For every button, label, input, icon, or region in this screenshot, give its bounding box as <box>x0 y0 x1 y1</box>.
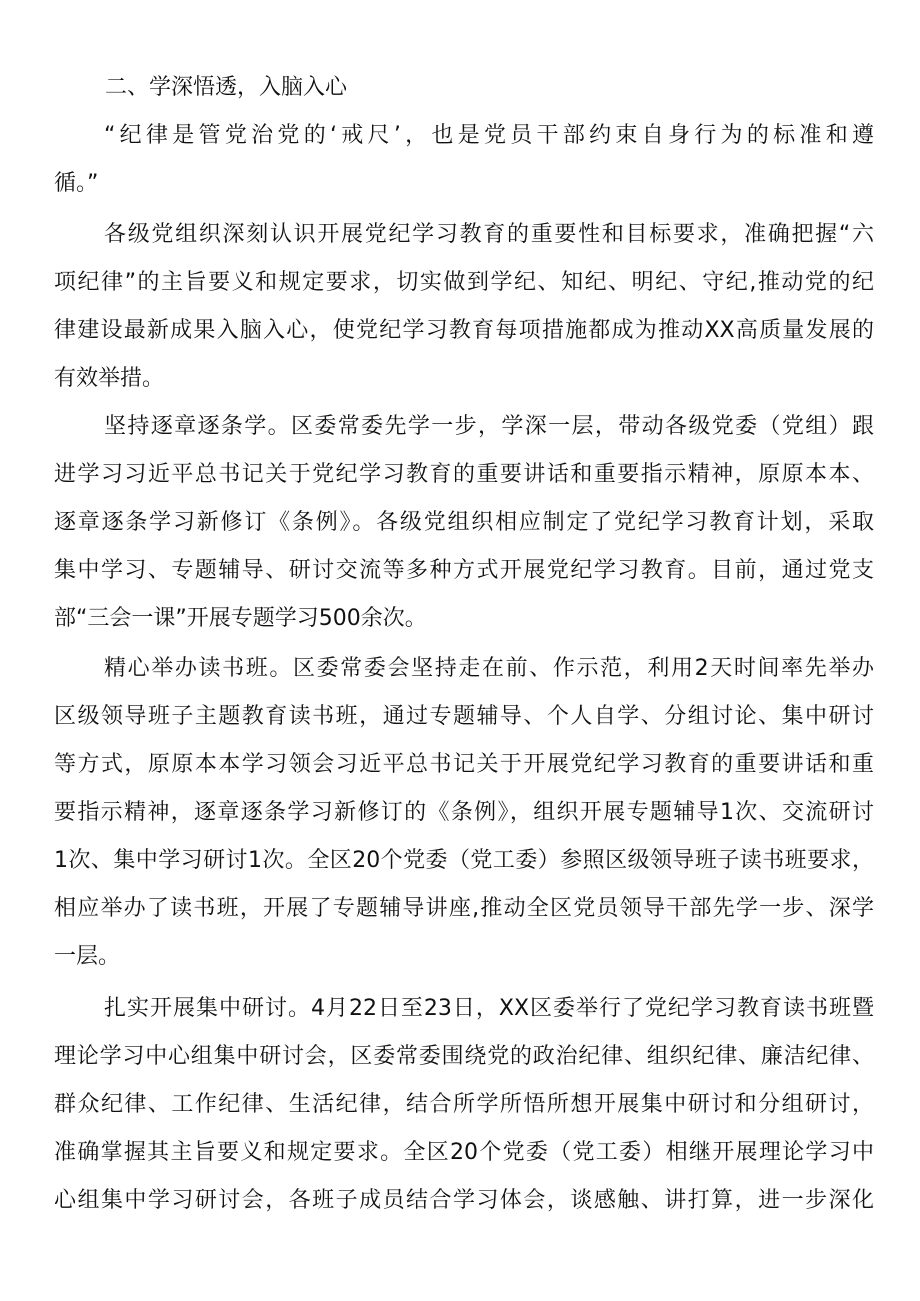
paragraph-line: 一层。 <box>54 944 121 969</box>
paragraph-line: 逐章逐条学习新修订《条例》。各级党组织相应制定了党纪学习教育计划，采取 <box>54 510 874 535</box>
quote-line: 循。” <box>54 171 99 196</box>
paragraph-line: 1次、集中学习研讨1次。全区20个党委（党工委）参照区级领导班子读书班要求， <box>54 848 874 873</box>
paragraph-line: 精心举办读书班。区委常委会坚持走在前、作示范，利用2天时间率先举办 <box>104 656 874 681</box>
paragraph-line: 各级党组织深刻认识开展党纪学习教育的重要性和目标要求，准确把握“六 <box>104 222 874 247</box>
paragraph-line: 理论学习中心组集中研讨会，区委常委围绕党的政治纪律、组织纪律、廉洁纪律、 <box>54 1044 874 1069</box>
paragraph-line: 项纪律”的主旨要义和规定要求，切实做到学纪、知纪、明纪、守纪,推动党的纪 <box>54 270 874 295</box>
paragraph-line: 相应举办了读书班，开展了专题辅导讲座,推动全区党员领导干部先学一步、深学 <box>54 896 874 921</box>
quote-line: “纪律是管党治党的‘戒尺’，也是党员干部约束自身行为的标准和遵 <box>104 123 874 148</box>
paragraph-line: 有效举措。 <box>54 366 165 391</box>
paragraph-line: 部“三会一课”开展专题学习500余次。 <box>54 606 427 631</box>
paragraph-line: 区级领导班子主题教育读书班，通过专题辅导、个人自学、分组讨论、集中研讨 <box>54 704 874 729</box>
paragraph-line: 准确掌握其主旨要义和规定要求。全区20个党委（党工委）相继开展理论学习中 <box>54 1140 874 1165</box>
paragraph-line: 扎实开展集中研讨。4月22日至23日，XX区委举行了党纪学习教育读书班暨 <box>104 996 874 1021</box>
paragraph-line: 等方式，原原本本学习领会习近平总书记关于开展党纪学习教育的重要讲话和重 <box>54 752 874 777</box>
paragraph-line: 集中学习、专题辅导、研讨交流等多种方式开展党纪学习教育。目前，通过党支 <box>54 558 874 583</box>
paragraph-line: 心组集中学习研讨会，各班子成员结合学习体会，谈感触、讲打算，进一步深化 <box>54 1188 874 1213</box>
paragraph-line: 进学习习近平总书记关于党纪学习教育的重要讲话和重要指示精神，原原本本、 <box>54 462 874 487</box>
paragraph-line: 要指示精神，逐章逐条学习新修订的《条例》，组织开展专题辅导1次、交流研讨 <box>54 800 874 825</box>
paragraph-line: 坚持逐章逐条学。区委常委先学一步，学深一层，带动各级党委（党组）跟 <box>104 414 874 439</box>
section-heading: 二、学深悟透，入脑入心 <box>105 75 348 100</box>
paragraph-line: 群众纪律、工作纪律、生活纪律，结合所学所悟所想开展集中研讨和分组研讨， <box>54 1092 874 1117</box>
paragraph-line: 律建设最新成果入脑入心，使党纪学习教育每项措施都成为推动XX高质量发展的 <box>54 318 874 343</box>
